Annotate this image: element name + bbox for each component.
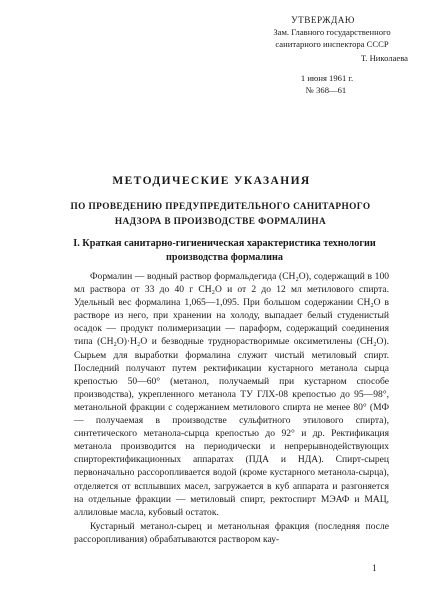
paragraph: Кустарный метанол-сырец и метанольная фракция (последняя после рассоропливания) обрабатываются раствором кау-	[74, 520, 389, 545]
document-subtitle: ПО ПРОВЕДЕНИЮ ПРЕДУПРЕДИТЕЛЬНОГО САНИТАРНОГО НАДЗОРА В ПРОИЗВОДСТВЕ ФОРМАЛИНА	[70, 202, 371, 227]
paragraph: Формалин — водный раствор формальдегида (CH₂O), содержащий в 100 мл раствора от 33 до 40 г CH₂O и от 2 до 12 мл метилового спирта. Удельный вес формалина 1,065—1,095. При большом содержании CH₂O в растворе из него, при хранении на холоду, выпадает белый студенистый осадок — продукт полимеризации — параформ, содержащий соединения типа (CH₂O)·H₂O и безводные труднорастворимые оксиметилены (CH₂O). Сырьем для выработки формалина служит чистый метиловый спирт. Последний получают путем ректификации кустарного метанола сырца крепостью 50—60° (метанол, получаемый при кустарном способе производства), укрепленного метанола ТУ ГЛХ-08 крепостью до 95—98°, метанольной фракции с содержанием метилового спирта не менее 80° (МФ — получаемая в производстве сульфитного этилового спирта), синтетического метанола-сырца крепостью до 92° и др. Ректификация метанола производится на периодически и непрерывнодействующих спирторектификационных аппаратах (ПДА и НДА). Спирт-сырец первоначально рассоропливается водой (кроме кустарного метанола-сырца), отделяется от всплывших масел, загружается в куб аппарата и разгоняется на отдельные фракции — метиловый спирт, ректоспирт МЭАФ и МАЦ, аллиловые масла, кубовый остаток.	[74, 271, 389, 518]
approval-position-line-2: санитарного инспектора СССР	[275, 39, 389, 49]
approval-heading: УТВЕРЖДАЮ	[291, 15, 355, 25]
page-number: 1	[372, 564, 377, 574]
approval-name: Т. Николаева	[360, 53, 408, 63]
approval-position-line-1: Зам. Главного государственного	[273, 27, 391, 37]
approval-number: № 368—61	[305, 85, 347, 95]
document-title: МЕТОДИЧЕСКИЕ УКАЗАНИЯ	[112, 175, 311, 187]
body-text	[74, 270, 389, 546]
approval-block	[252, 14, 412, 96]
section-heading: I. Краткая санитарно-гигиеническая характеристика технологии производства формалина	[73, 238, 376, 263]
approval-date: 1 июня 1961 г.	[300, 73, 354, 83]
